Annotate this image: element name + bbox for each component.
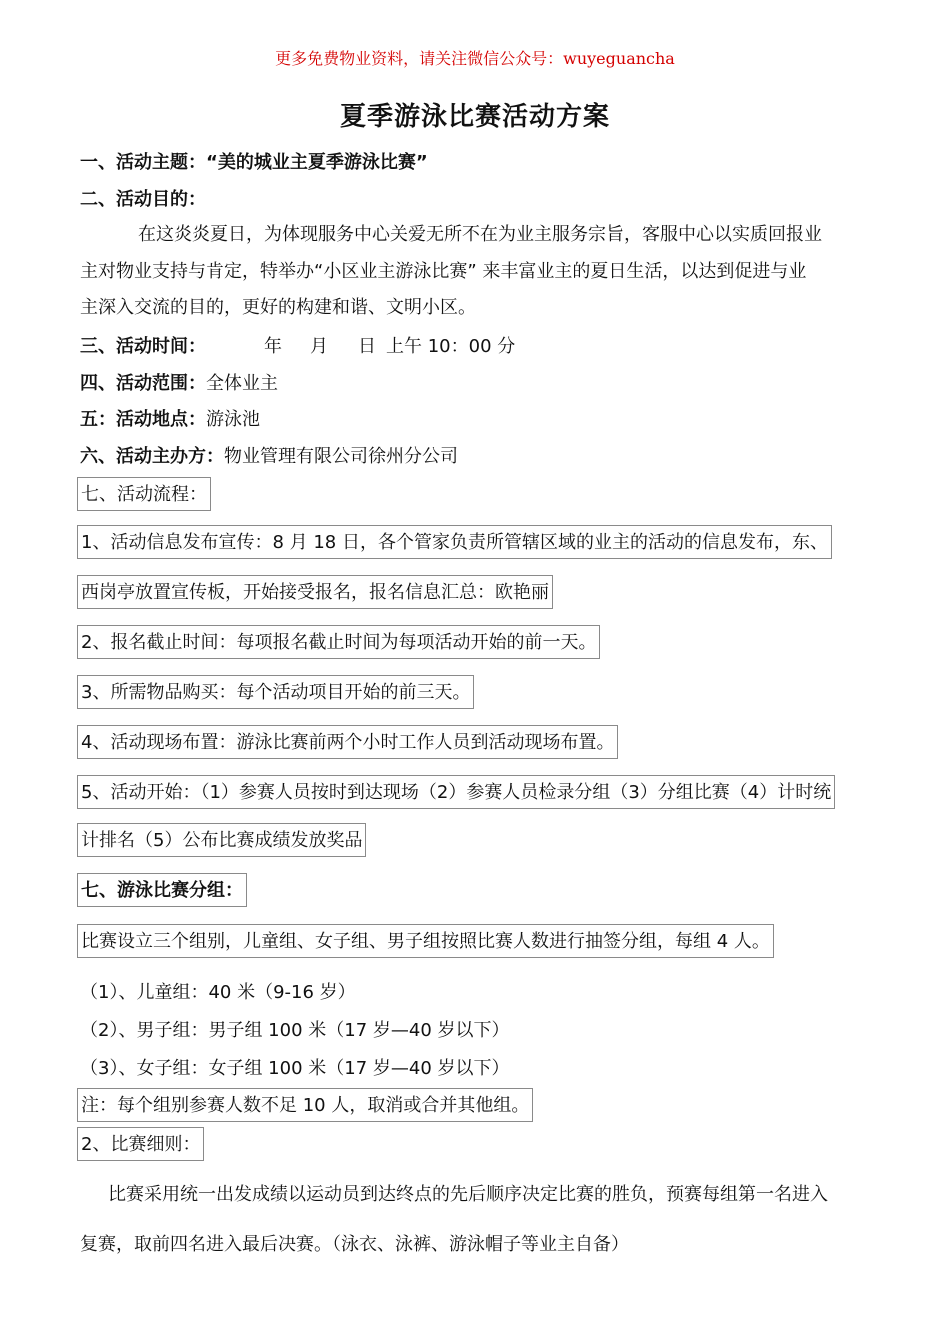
purpose-line-1: 在这炎炎夏日，为体现服务中心关爱无所不在为业主服务宗旨，客服中心以实质回报业 bbox=[138, 224, 822, 245]
purpose-label: 二、活动目的： bbox=[80, 189, 206, 210]
process-step-5b: 计排名（5）公布比赛成绩发放奖品 bbox=[77, 823, 366, 857]
time-line bbox=[80, 332, 515, 358]
time-clock: 上午 10：00 分 bbox=[386, 336, 516, 357]
process-step-3: 3、所需物品购买：每个活动项目开始的前三天。 bbox=[77, 675, 474, 709]
time-day: 日 bbox=[358, 336, 376, 357]
process-step-4: 4、活动现场布置：游泳比赛前两个小时工作人员到活动现场布置。 bbox=[77, 725, 618, 759]
groups-heading: 七、游泳比赛分组： bbox=[77, 873, 247, 907]
rules-heading: 2、比赛细则： bbox=[77, 1127, 204, 1161]
document-title: 夏季游泳比赛活动方案 bbox=[339, 102, 610, 132]
promo-header: 更多免费物业资料，请关注微信公众号：wuyeguancha bbox=[275, 49, 675, 68]
host-label: 六、活动主办方： bbox=[80, 446, 224, 467]
purpose-line-2: 主对物业支持与肯定，特举办“小区业主游泳比赛” 来丰富业主的夏日生活，以达到促进与业 bbox=[80, 261, 807, 282]
process-heading: 七、活动流程： bbox=[77, 477, 211, 511]
group-item-women: （3）、女子组：女子组 100 米（17 岁—40 岁以下） bbox=[80, 1058, 510, 1079]
theme-label: 一、活动主题： bbox=[80, 152, 206, 173]
place-label: 五：活动地点： bbox=[80, 409, 206, 430]
host-line bbox=[80, 442, 458, 468]
groups-note: 注：每个组别参赛人数不足 10 人，取消或合并其他组。 bbox=[77, 1088, 533, 1122]
rules-line-2: 复赛，取前四名进入最后决赛。（泳衣、泳裤、游泳帽子等业主自备） bbox=[80, 1234, 629, 1255]
place-value: 游泳池 bbox=[206, 409, 260, 430]
scope-value: 全体业主 bbox=[206, 373, 278, 394]
process-step-1b: 西岗亭放置宣传板，开始接受报名，报名信息汇总：欧艳丽 bbox=[77, 575, 553, 609]
scope-line bbox=[80, 369, 278, 395]
process-step-2: 2、报名截止时间：每项报名截止时间为每项活动开始的前一天。 bbox=[77, 625, 600, 659]
process-step-5a: 5、活动开始：（1）参赛人员按时到达现场（2）参赛人员检录分组（3）分组比赛（4）计时统 bbox=[77, 775, 835, 809]
purpose-line-3: 主深入交流的目的，更好的构建和谐、文明小区。 bbox=[80, 297, 476, 318]
time-month: 月 bbox=[310, 336, 328, 357]
host-value: 物业管理有限公司徐州分公司 bbox=[224, 446, 458, 467]
group-item-men: （2）、男子组：男子组 100 米（17 岁—40 岁以下） bbox=[80, 1020, 510, 1041]
process-step-1a: 1、活动信息发布宣传：8 月 18 日，各个管家负责所管辖区域的业主的活动的信息发布，东、 bbox=[77, 525, 832, 559]
rules-line-1: 比赛采用统一出发成绩以运动员到达终点的先后顺序决定比赛的胜负，预赛每组第一名进入 bbox=[108, 1184, 828, 1205]
scope-label: 四、活动范围： bbox=[80, 373, 206, 394]
theme-value: “美的城业主夏季游泳比赛” bbox=[206, 152, 428, 173]
place-line bbox=[80, 405, 260, 431]
theme-line bbox=[80, 148, 428, 174]
time-label: 三、活动时间： bbox=[80, 336, 206, 357]
groups-intro: 比赛设立三个组别，儿童组、女子组、男子组按照比赛人数进行抽签分组，每组 4 人。 bbox=[77, 924, 774, 958]
group-item-children: （1）、儿童组：40 米（9-16 岁） bbox=[80, 982, 356, 1003]
time-year: 年 bbox=[264, 336, 282, 357]
